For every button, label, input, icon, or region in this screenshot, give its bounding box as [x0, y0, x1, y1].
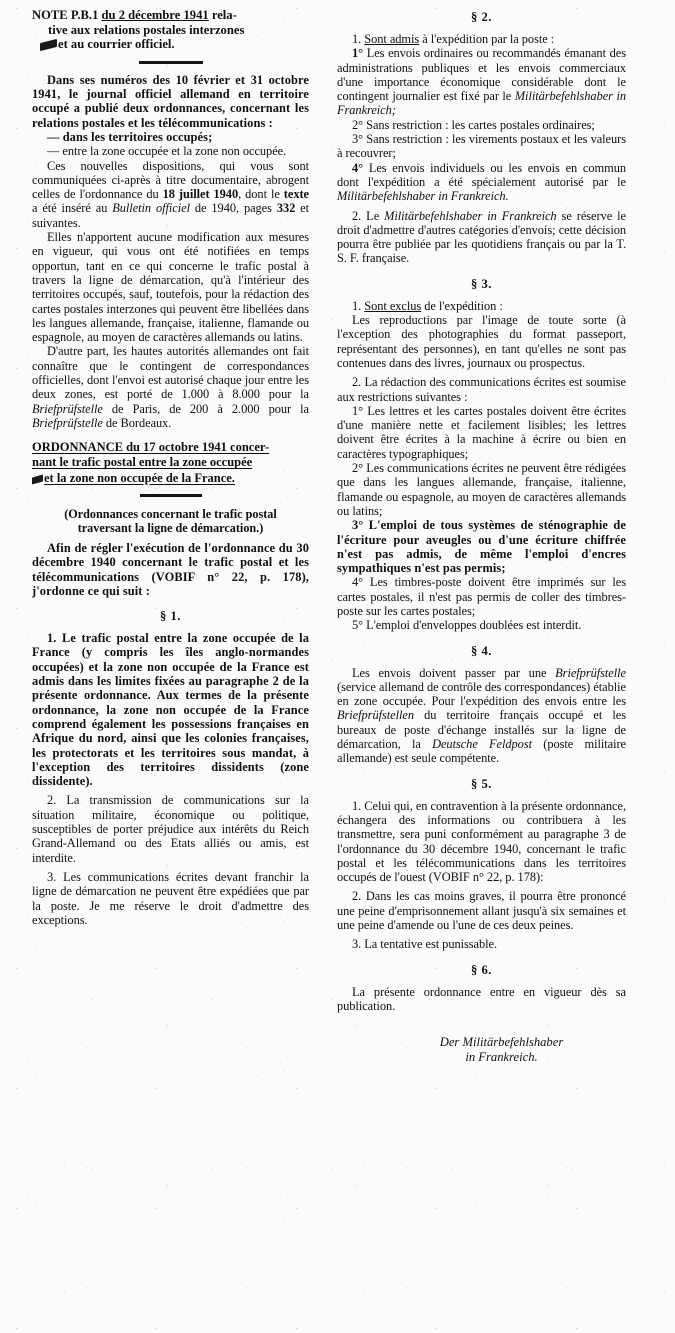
- note-title-suffix: rela-: [211, 8, 237, 22]
- section5-item-1: 1. Celui qui, en contravention à la présente ordonnance, échangera des informations ou contribuera à les transmettre, sera puni conformément au paragraphe 3 de l'ordonnance du 30 décembre 1940, concernant le trafic postal et les télécommunications dans les territoires occupés de l'ouest (VOBIF n° 22, p. 178):: [337, 798, 626, 885]
- section-label-1: § 1.: [160, 609, 181, 624]
- two-column-layout: [14, 8, 661, 1327]
- section3-intro: [337, 299, 626, 313]
- ordonnance-heading-line3: et la zone non occupée de la France.: [32, 471, 309, 486]
- ordonnance-heading-line1: ORDONNANCE du 17 octobre 1941 concer-: [32, 440, 270, 455]
- section3-item-4: 4° Les timbres-poste doivent être imprimés sur les cartes postales, il n'est pas permis de coller des timbres-poste sur les cartes postales;: [337, 575, 626, 618]
- section2-paragraph-2: 2. Le Militärbefehlshaber in Frankreich se réserve le droit d'admettre d'autres catégories d'envois; cette décision pourra être publiée par les quotidiens français ou par la T. S. F. française.: [337, 208, 627, 266]
- section6-paragraph: La présente ordonnance entre en vigueur dès sa publication.: [337, 984, 626, 1013]
- paragraph-intro-1: Dans ses numéros des 10 février et 31 octobre 1941, le journal officiel allemand en territoire occupé a publié deux ordonnances, concernant les relations postales et les télécommunications :: [32, 72, 309, 130]
- section-label-3: § 3.: [471, 276, 492, 291]
- note-title-line3: et au courrier officiel.: [32, 37, 309, 52]
- divider-rule-2: [140, 494, 202, 497]
- paragraph-bullet-1: — dans les territoires occupés;: [47, 129, 213, 144]
- section3-intro-underlined: Sont exclus: [364, 298, 422, 313]
- section3-item-5: 5° L'emploi d'enveloppes doublées est interdit.: [352, 618, 582, 633]
- ordonnance-heading: [32, 440, 309, 486]
- section2-intro-rest: à l'expédition par la poste :: [422, 32, 555, 46]
- left-column: [14, 8, 309, 1327]
- section-label-6: § 6.: [471, 962, 492, 977]
- parenthetical-note: [32, 507, 309, 536]
- ink-blot-icon: [32, 474, 43, 484]
- note-title-date: du 2 décembre 1941: [101, 8, 209, 22]
- paragraph-preamble: Afin de régler l'exécution de l'ordonnance du 30 décembre 1940 concernant le trafic postal et les télécommunications (VOBIF n° 22, p. 178), j'ordonne ce qui suit :: [32, 541, 309, 598]
- parenthetical-note-line2: traversant la ligne de démarcation.): [77, 521, 264, 536]
- section3-paragraph-2: 2. La rédaction des communications écrites est soumise aux restrictions suivantes :: [337, 375, 626, 404]
- paragraph-intro-2: Ces nouvelles dispositions, qui vous sont communiquées ci-après à titre documentaire, abrogent celles de l'ordonnance du 18 juillet 1940, dont le texte a été inséré au Bulletin officiel de 1940, pages 332 et suivantes.: [32, 158, 309, 230]
- section2-intro: [337, 32, 626, 46]
- section2-intro-number: 1.: [352, 32, 362, 46]
- signature-block: [337, 1035, 626, 1065]
- signature-line2: in Frankreich.: [465, 1050, 538, 1065]
- section2-intro-underlined: Sont admis: [364, 32, 420, 46]
- note-title-line2: tive aux relations postales interzones: [48, 22, 245, 37]
- section2-item-3: 3° Sans restriction : les virements postaux et les valeurs à recouvrer;: [337, 132, 626, 161]
- ink-blot-icon: [40, 39, 57, 51]
- section2-item-4: 4° Les envois individuels ou les envois en commun dont l'expédition a été spécialement autorisé par le Militärbefehlshaber in Frankreich.: [337, 160, 626, 204]
- section2-item-2: 2° Sans restriction : les cartes postales ordinaires;: [352, 117, 595, 132]
- section3-intro-number: 1.: [352, 298, 362, 313]
- paragraph-intro-3: Elles n'apportent aucune modification aux mesures en vigueur, qui vous ont été notifiées en temps opportun, tant en ce qui concerne le trafic postal à travers la ligne de démarcation, qu'à l'intérieur des territoires occupés, sauf, toutefois, pour la rédaction des cartes postales interzones qui peuvent être libellées dans les langues allemande, française, italienne, flamande ou espagnole, au moyen de caractères allemands ou latins.: [32, 230, 309, 345]
- section3-item-3: 3° L'emploi de tous systèmes de sténographie de l'écriture pour aveugles ou d'une écriture chiffrée n'est pas admis, de même l'emploi d'encres sympathiques n'est pas permis;: [337, 518, 626, 576]
- section2-item-1: 1° Les envois ordinaires ou recommandés émanant des administrations publiques et les envois commerciaux d'une importance économique considérable dont le contingent journalier est fixé par le Militärbefehlshaber in Frankreich;: [337, 46, 627, 118]
- paragraph-intro-4: D'autre part, les hautes autorités allemandes ont fait connaître que le contingent de correspondances officielles, dont l'envoi est autorisé chaque jour entre les deux zones, est porté de 1.000 à 8.000 pour la Briefprüfstelle de Paris, de 200 à 2.000 pour la Briefprüfstelle de Bordeaux.: [32, 344, 309, 430]
- section3-intro-rest: de l'expédition :: [424, 298, 503, 313]
- parenthetical-note-line1: (Ordonnances concernant le trafic postal: [64, 506, 277, 521]
- section5-item-3: 3. La tentative est punissable.: [352, 937, 498, 952]
- section1-item-2: 2. La transmission de communications sur la situation militaire, économique ou politique, susceptibles de porter préjudice aux intérêts du Reich Grand-Allemand ou des Etats alliés ou amis, est interdite.: [32, 793, 309, 865]
- paragraph-bullet-2: — entre la zone occupée et la zone non occupée.: [47, 144, 287, 159]
- section1-item-3: 3. Les communications écrites devant franchir la ligne de démarcation ne peuvent être expédiées que par la poste. Je me réserve le droit d'admettre des exceptions.: [32, 869, 309, 927]
- section3-item-1: 1° Les lettres et les cartes postales doivent être écrites d'une manière nette et facilement lisibles; les lettres doivent être écrites à la machine à écrire ou bien en caractères typographiques;: [337, 403, 626, 461]
- section-label-4: § 4.: [471, 643, 492, 658]
- right-column: [331, 8, 626, 1327]
- divider-rule: [139, 61, 203, 64]
- note-title-prefix: NOTE P.B.1: [32, 8, 99, 22]
- section1-item-1: 1. Le trafic postal entre la zone occupée de la France (y compris les îles anglo-normandes occupées) et la zone non occupée de la France est admis dans les limites fixées au paragraphe 2 de la présente ordonnance. Aux termes de la présente ordonnance, la zone non occupée de la France comprend également les possessions françaises en Afrique du nord, ainsi que les colonies françaises, les protectorats et les territoires sous mandat, à l'exception des territoires dissidents (zone dissidente).: [32, 631, 309, 789]
- section5-item-2: 2. Dans les cas moins graves, il pourra être prononcé une peine d'emprisonnement allant jusqu'à six semaines et une peine d'amende ou l'une de ces deux peines.: [337, 889, 626, 933]
- note-title: [32, 8, 309, 52]
- section3-paragraph-exclus: Les reproductions par l'image de toute sorte (à l'exception des photographies du format passeport, représentant des personnes), en tant qu'elles ne sont pas contenues dans des livres, journaux ou prospectus.: [337, 313, 626, 370]
- ordonnance-heading-line2: nant le trafic postal entre la zone occupée: [32, 455, 253, 470]
- section-label-5: § 5.: [471, 776, 492, 791]
- section4-paragraph: Les envois doivent passer par une Briefprüfstelle (service allemand de contrôle des correspondances) établie en zone occupée. Pour l'expédition des envois entre les Briefprüfstellen du territoire français occupé et les bureaux de poste d'échange installés sur la ligne de démarcation, la Deutsche Feldpost (poste militaire allemande) est seule compétente.: [337, 665, 627, 766]
- section3-item-2: 2° Les communications écrites ne peuvent être rédigées que dans les langues allemande, française, italienne, flamande ou espagnole, au moyen de caractères allemands ou latins;: [337, 461, 626, 518]
- signature-line1: Der Militärbefehlshaber: [439, 1035, 564, 1050]
- section-label-2: § 2.: [471, 10, 492, 24]
